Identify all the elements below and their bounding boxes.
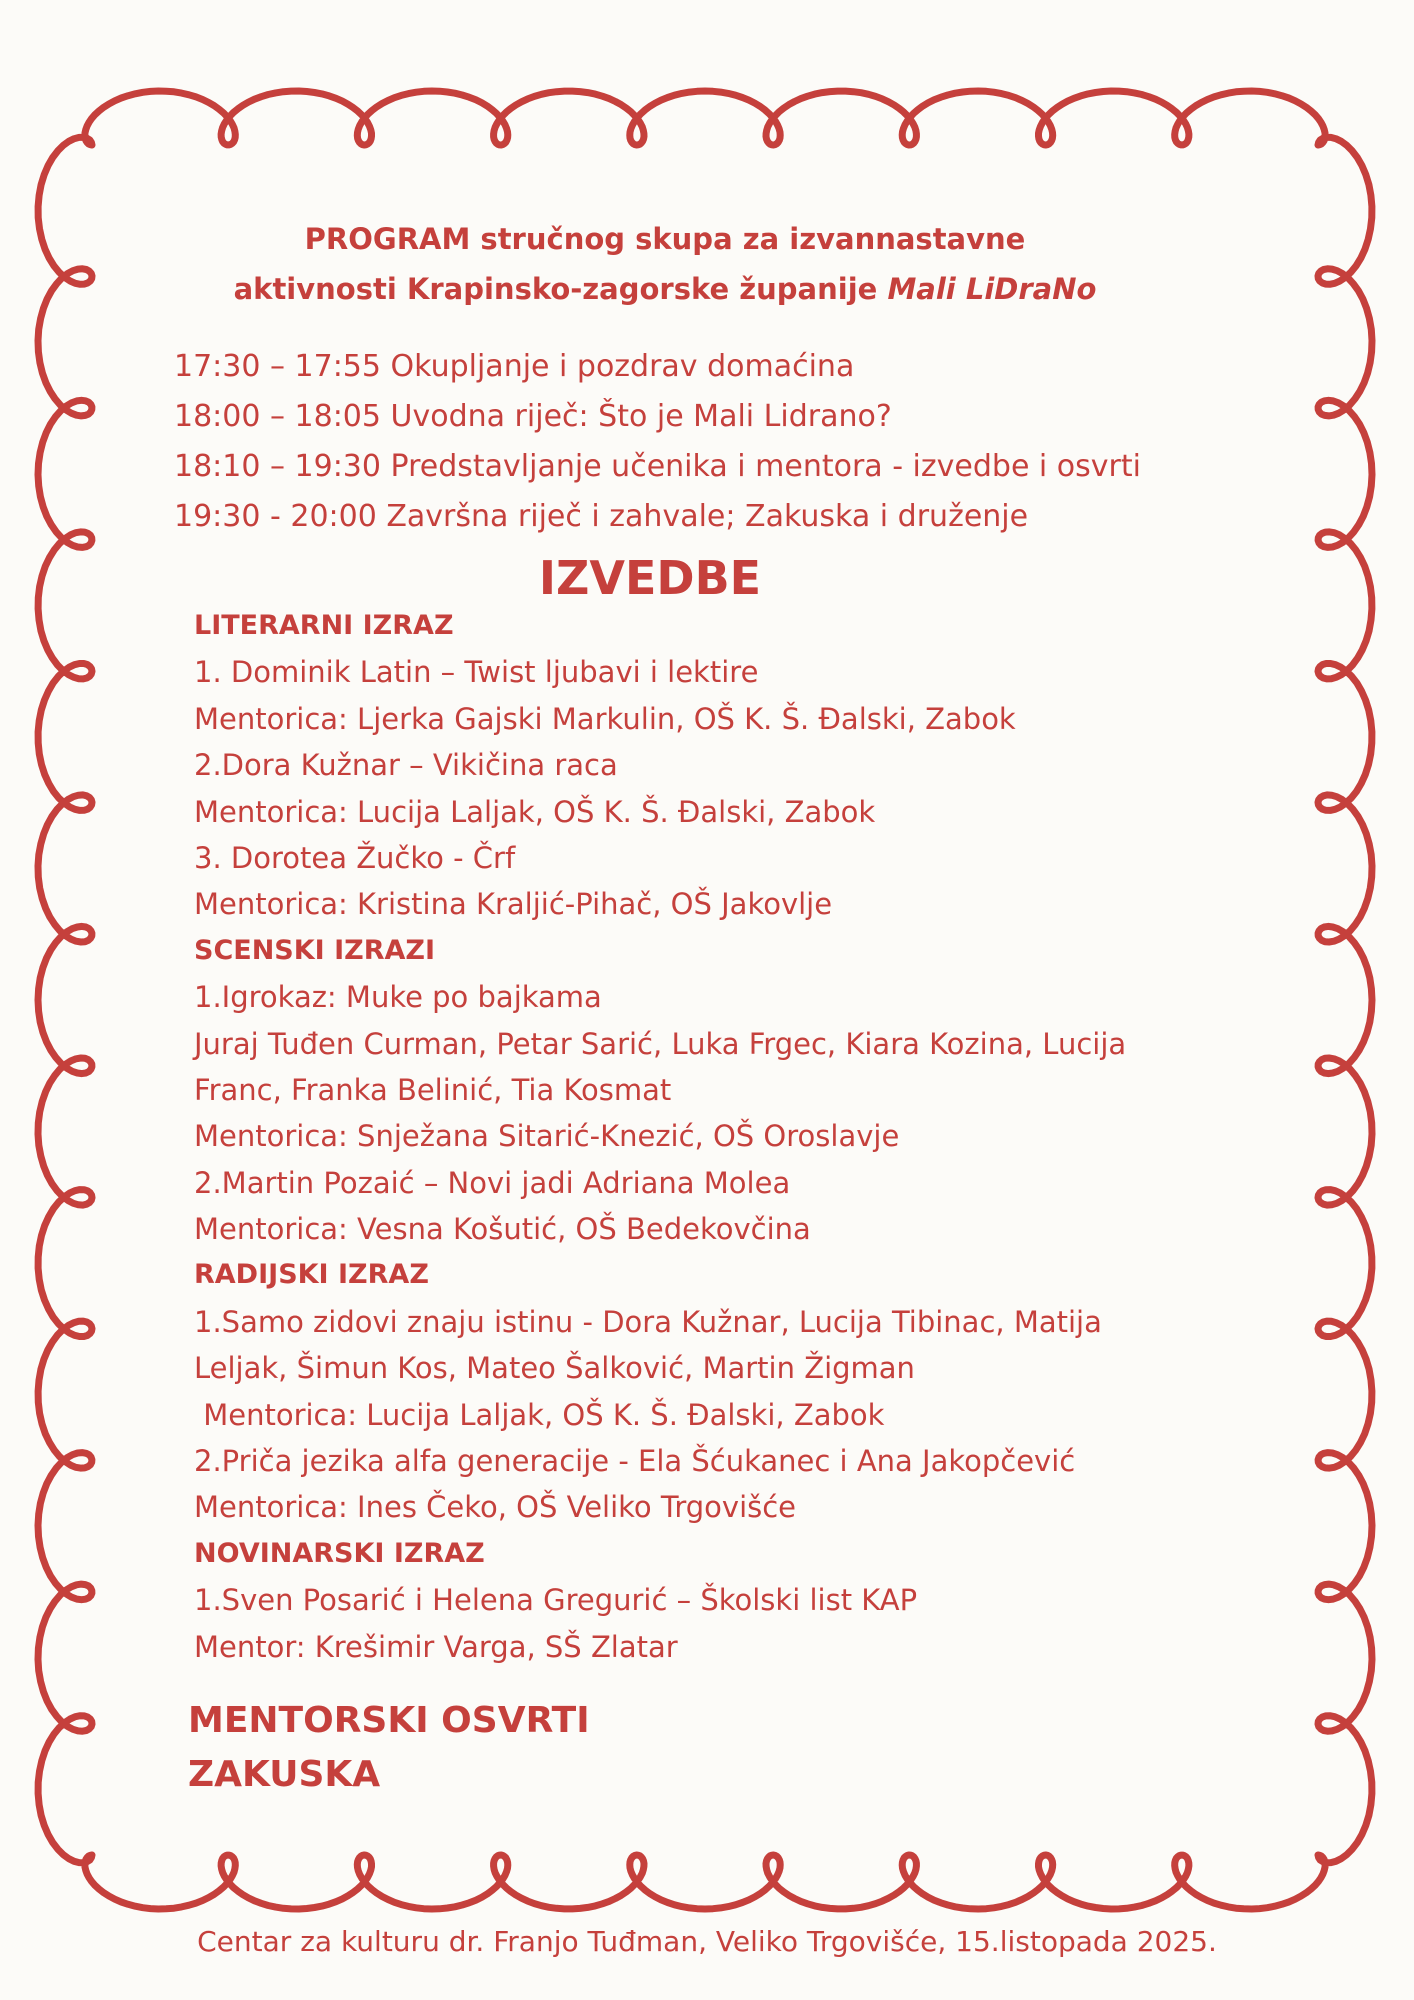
section-heading-scenski: SCENSKI IZRAZI: [194, 934, 436, 966]
list-item: 1.Sven Posarić i Helena Gregurić – Školski list KAP: [194, 1583, 918, 1618]
list-item: Mentorica: Ines Čeko, OŠ Veliko Trgovišće: [194, 1490, 797, 1525]
list-item: 2.Dora Kužnar – Vikičina raca: [194, 748, 618, 783]
closing-items: [188, 1694, 590, 1802]
event-name: Mali LiDraNo: [887, 272, 1097, 306]
title-line-2-text: aktivnosti Krapinsko-zagorske županije: [233, 272, 878, 306]
list-item: Mentorica: Lucija Laljak, OŠ K. Š. Đalski, Zabok: [194, 1397, 885, 1432]
performances-heading: IZVEDBE: [538, 551, 762, 605]
footer-venue-date: Centar za kulturu dr. Franjo Tuđman, Veliko Trgovišće, 15.listopada 2025.: [197, 1925, 1217, 1958]
list-item: Juraj Tuđen Curman, Petar Sarić, Luka Frgec, Kiara Kozina, Lucija: [194, 1026, 1127, 1061]
list-item: 1. Dominik Latin – Twist ljubavi i lektire: [194, 655, 759, 690]
closing-refreshments: ZAKUSKA: [188, 1754, 381, 1795]
closing-mentor-reviews: MENTORSKI OSVRTI: [188, 1700, 590, 1741]
list-item: 1.Samo zidovi znaju istinu - Dora Kužnar, Lucija Tibinac, Matija: [194, 1304, 1102, 1339]
section-heading-literarni: LITERARNI IZRAZ: [194, 610, 454, 641]
title-line-2: [140, 264, 1190, 314]
section-heading-novinarski: NOVINARSKI IZRAZ: [194, 1537, 485, 1569]
section-heading-radijski: RADIJSKI IZRAZ: [194, 1259, 429, 1291]
list-item: Mentorica: Snježana Sitarić-Knezić, OŠ Oroslavje: [194, 1119, 900, 1154]
schedule-item: 18:00 – 18:05 Uvodna riječ: Što je Mali Lidrano?: [174, 399, 892, 434]
list-item: 1.Igrokaz: Muke po bajkama: [194, 980, 602, 1015]
schedule-list: [174, 342, 1141, 542]
list-item: Mentorica: Vesna Košutić, OŠ Bedekovčina: [194, 1212, 811, 1247]
list-item: 2.Priča jezika alfa generacije - Ela Šćukanec i Ana Jakopčević: [194, 1444, 1076, 1479]
list-item: 2.Martin Pozaić – Novi jadi Adriana Molea: [194, 1165, 791, 1200]
schedule-item: 19:30 - 20:00 Završna riječ i zahvale; Zakuska i druženje: [174, 499, 1029, 534]
list-item: Mentor: Krešimir Varga, SŠ Zlatar: [194, 1629, 678, 1664]
list-item: Mentorica: Lucija Laljak, OŠ K. Š. Đalski, Zabok: [194, 794, 876, 829]
schedule-item: 17:30 – 17:55 Okupljanje i pozdrav domaćina: [174, 349, 855, 384]
list-item: Franc, Franka Belinić, Tia Kosmat: [194, 1072, 672, 1107]
list-item: Mentorica: Ljerka Gajski Markulin, OŠ K. Š. Đalski, Zabok: [194, 701, 1016, 736]
performances-list: [194, 603, 1126, 1670]
list-item: 3. Dorotea Žučko - Črf: [194, 840, 516, 875]
program-title: [140, 214, 1190, 314]
list-item: Mentorica: Kristina Kraljić-Pihač, OŠ Jakovlje: [194, 887, 833, 922]
list-item: Leljak, Šimun Kos, Mateo Šalković, Martin Žigman: [194, 1351, 915, 1386]
title-line-1: PROGRAM stručnog skupa za izvannastavne: [304, 222, 1026, 256]
schedule-item: 18:10 – 19:30 Predstavljanje učenika i mentora - izvedbe i osvrti: [174, 449, 1141, 484]
